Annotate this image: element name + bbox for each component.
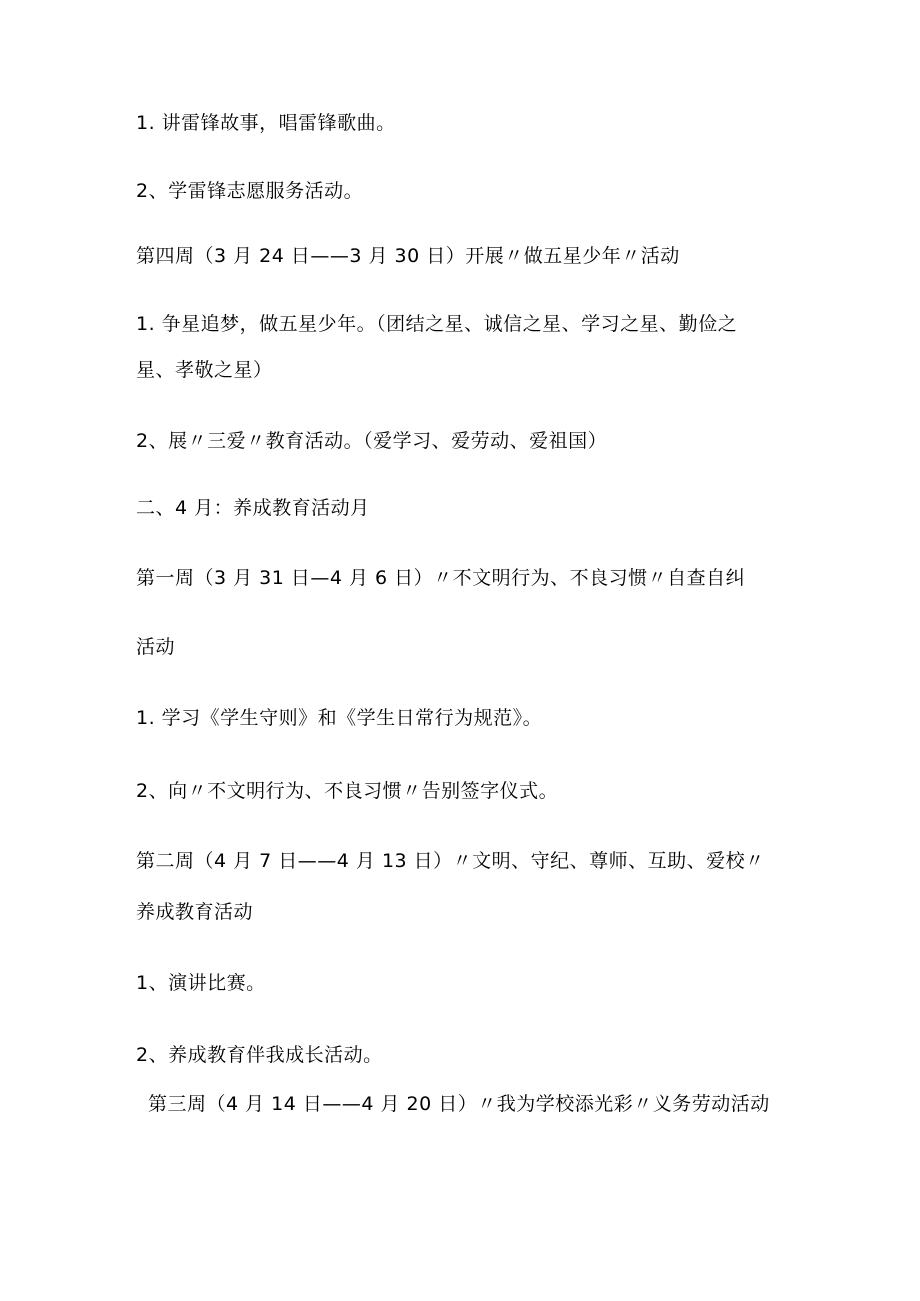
text-line-week3-heading: 第三周（4 月 14 日——4 月 20 日）〃我为学校添光彩〃义务劳动活动	[148, 1093, 770, 1115]
text-line-activity-1: 1. 讲雷锋故事，唱雷锋歌曲。	[136, 112, 396, 134]
text-line-week4-heading: 第四周（3 月 24 日——3 月 30 日）开展〃做五星少年〃活动	[136, 245, 680, 267]
section-heading-april: 二、4 月：养成教育活动月	[136, 497, 370, 519]
text-line-growth-activity: 2、养成教育伴我成长活动。	[136, 1044, 383, 1066]
text-line-pledge: 2、向〃不文明行为、不良习惯〃告别签字仪式。	[136, 780, 559, 802]
text-line-speech-contest: 1、演讲比赛。	[136, 972, 266, 994]
text-line-activity-2: 2、学雷锋志愿服务活动。	[136, 180, 364, 202]
text-line-week1-heading: 第一周（3 月 31 日—4 月 6 日）〃不文明行为、不良习惯〃自查自纠	[136, 567, 746, 589]
text-line-rules: 1. 学习《学生守则》和《学生日常行为规范》。	[136, 707, 543, 729]
text-line-five-star-1: 1. 争星追梦，做五星少年。（团结之星、诚信之星、学习之星、勤俭之	[136, 313, 738, 335]
text-line-three-love: 2、展〃三爱〃教育活动。（爱学习、爱劳动、爱祖国）	[136, 430, 608, 452]
text-line-five-star-2: 星、孝敬之星）	[136, 359, 273, 381]
text-line-week2-heading: 第二周（4 月 7 日——4 月 13 日）〃文明、守纪、尊师、互助、爱校〃	[136, 850, 765, 872]
text-line-week1-heading-cont: 活动	[136, 636, 176, 658]
text-line-week2-heading-cont: 养成教育活动	[136, 901, 254, 923]
